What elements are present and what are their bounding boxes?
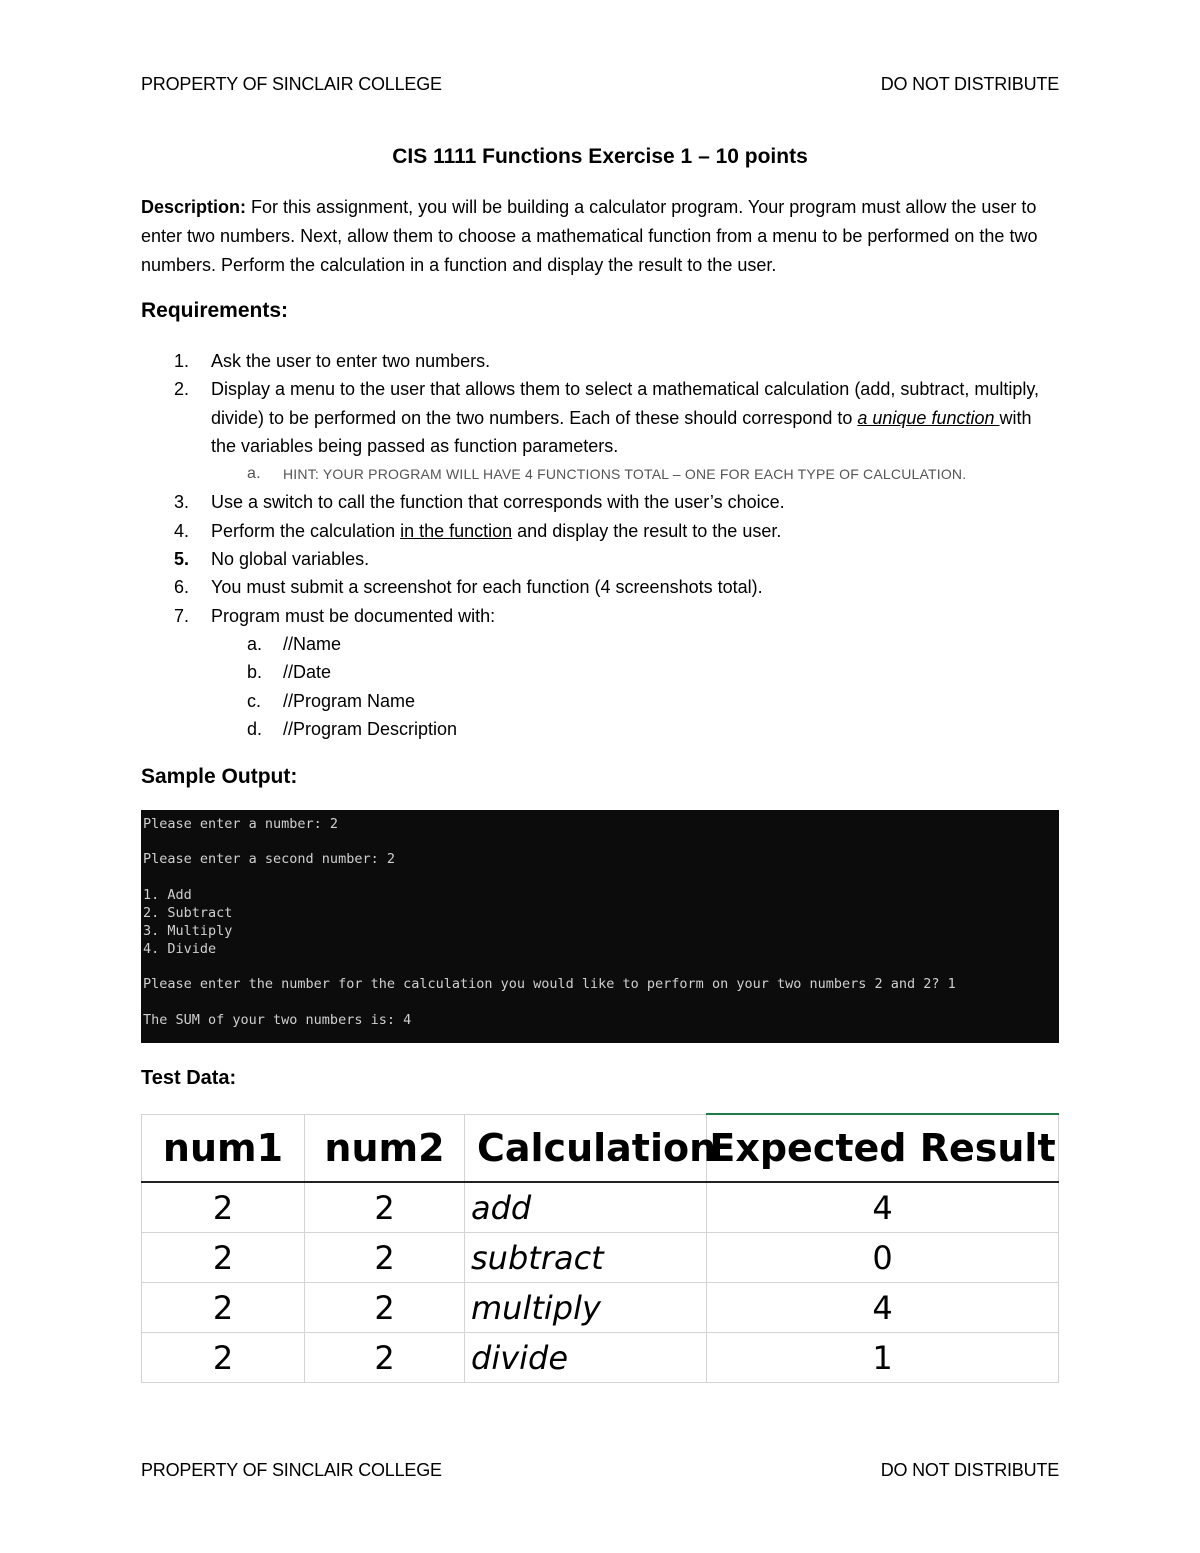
cell-expected-result: 4 [707,1182,1059,1233]
requirement-number: 5. [174,549,190,570]
cell-num1: 2 [142,1333,305,1383]
cell-num1: 2 [142,1182,305,1233]
requirement-emphasis: in the function [400,520,513,541]
cell-expected-result: 4 [707,1283,1059,1333]
cell-num1: 2 [142,1233,305,1283]
requirement-text: Perform the calculation [211,520,401,541]
subitem-letter: a. [247,633,263,654]
cell-calculation: multiply [465,1283,707,1333]
console-line: 1. Add [143,887,192,903]
requirement-subitem [141,687,1061,715]
requirement-text: Ask the user to enter two numbers. [211,351,491,371]
table-header-row [142,1114,1059,1182]
cell-num2: 2 [305,1283,465,1333]
cell-calculation: add [465,1182,707,1233]
console-line: Please enter a number: 2 [143,816,339,832]
requirement-item [141,517,1061,545]
requirement-item [141,375,1061,460]
subitem-letter: a. [247,465,261,483]
hint-text: HINT: YOUR PROGRAM WILL HAVE 4 FUNCTIONS TOTAL – ONE FOR EACH TYPE OF CALCULATION. [283,466,967,483]
console-line: Please enter a second number: 2 [143,851,395,867]
requirement-item [141,347,1061,375]
requirement-subitem [141,630,1061,658]
requirement-number: 3. [174,492,190,513]
cell-expected-result: 0 [707,1233,1059,1283]
subitem-text: //Program Description [283,718,458,739]
requirements-list [141,347,1061,743]
requirement-text: and display the result to the user. [512,520,782,541]
requirement-item [141,602,1061,630]
requirement-text: Program must be documented with: [211,605,496,626]
requirements-heading: Requirements: [141,299,289,322]
requirement-item [141,488,1061,516]
column-header-expected-result: Expected Result [707,1114,1059,1182]
requirement-text: No global variables. [211,549,370,570]
cell-calculation: divide [465,1333,707,1383]
column-header-calculation: Calculation [465,1114,707,1182]
description-text: For this assignment, you will be building a calculator program. Your program must allow the user to enter two numbers. Next, allow them to choose a mathematical function from a menu to be performed on the two numbers. Perform the calculation in a function and display the result to the user. [141,197,1038,275]
subitem-text: //Date [283,662,332,683]
subitem-text: //Program Name [283,690,416,711]
requirement-number: 4. [174,520,190,541]
cell-num2: 2 [305,1233,465,1283]
requirement-number: 7. [174,605,190,626]
requirement-number: 6. [174,577,190,598]
footer-left: PROPERTY OF SINCLAIR COLLEGE [141,1460,442,1480]
cell-num1: 2 [142,1283,305,1333]
subitem-letter: b. [247,662,263,683]
requirement-text: Display a menu to the user that allows them to select a mathematical calculation (add, subtract, multiply, divide) to be performed on the two numbers. Each of these should correspond to [211,379,1040,428]
footer-right: DO NOT DISTRIBUTE [880,1460,1059,1480]
requirement-item [141,573,1061,601]
description-label: Description: [141,197,247,217]
cell-expected-result: 1 [707,1333,1059,1383]
requirement-subitem [141,460,1061,488]
column-header-num2: num2 [305,1114,465,1182]
sample-output-heading: Sample Output: [141,765,298,788]
requirement-text: with the variables being passed as function parameters. [211,407,1032,456]
header-right: DO NOT DISTRIBUTE [880,74,1059,94]
console-screenshot [141,810,1059,1043]
table-row [142,1182,1059,1233]
requirement-subitem [141,715,1061,743]
requirement-number: 2. [174,379,190,400]
column-header-num1: num1 [142,1114,305,1182]
subitem-text: //Name [283,633,342,654]
console-line: The SUM of your two numbers is: 4 [143,1012,412,1028]
requirement-emphasis [857,408,999,428]
cell-num2: 2 [305,1333,465,1383]
header-left: PROPERTY OF SINCLAIR COLLEGE [141,74,442,94]
table-row [142,1283,1059,1333]
requirement-subitem [141,658,1061,686]
description-paragraph [141,193,1063,280]
cell-num2: 2 [305,1182,465,1233]
console-line: Please enter the number for the calculation you would like to perform on your two numbers 2 and 2? 1 [143,976,956,992]
requirement-text: You must submit a screenshot for each function (4 screenshots total). [211,577,763,598]
subitem-letter: d. [247,718,263,739]
table-row [142,1333,1059,1383]
console-line: 3. Multiply [143,923,233,939]
requirement-emphasis-text: a unique function [857,407,1000,428]
test-data-heading: Test Data: [141,1067,237,1089]
requirement-text: Use a switch to call the function that corresponds with the user’s choice. [211,492,785,513]
requirement-number: 1. [174,351,190,371]
table-row [142,1233,1059,1283]
requirement-item [141,545,1061,573]
test-data-table [141,1113,1059,1383]
console-line: 2. Subtract [143,905,233,921]
subitem-letter: c. [247,690,262,711]
console-line: 4. Divide [143,941,217,957]
cell-calculation: subtract [465,1233,707,1283]
document-title: CIS 1111 Functions Exercise 1 – 10 points [392,145,808,168]
